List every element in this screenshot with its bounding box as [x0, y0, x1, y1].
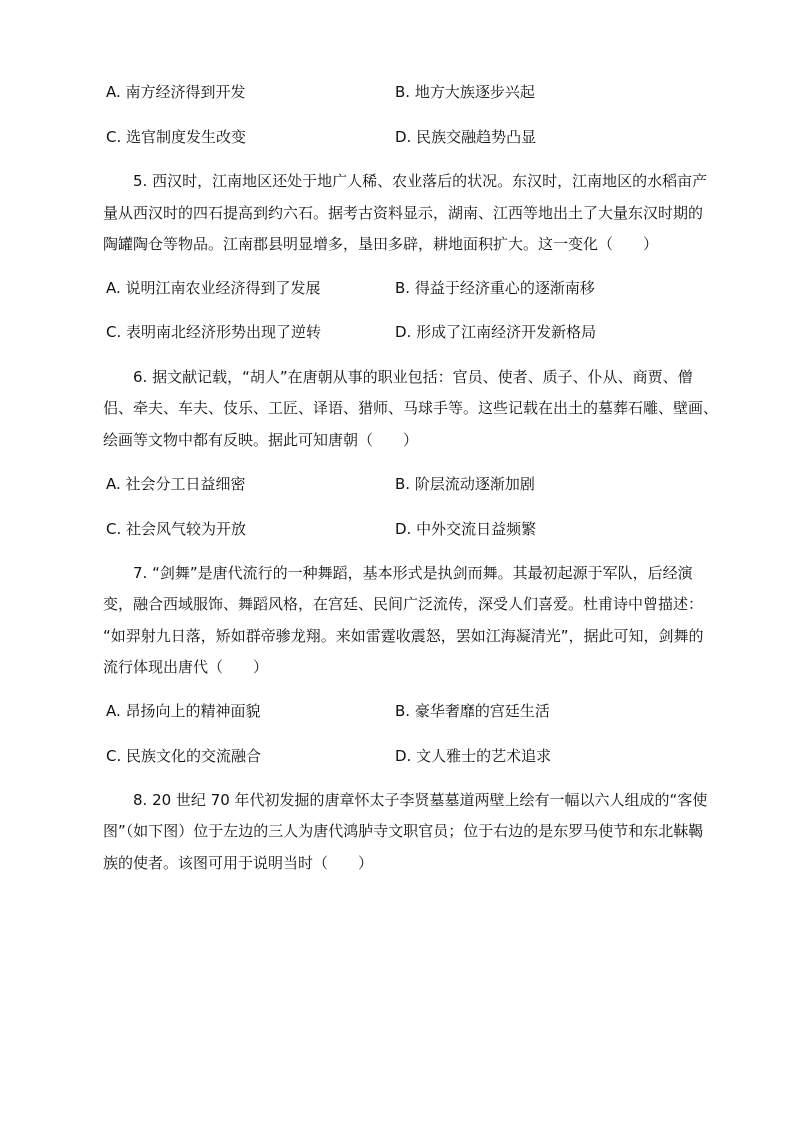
q5-stem-line-3: 陶罐陶仓等物品。江南郡县明显增多，垦田多辟，耕地面积扩大。这一变化（ ） [103, 235, 659, 253]
q7-stem-line-4: 流行体现出唐代（ ） [103, 658, 269, 676]
q5-stem-line-2: 量从西汉时的四石提高到约六石。据考古资料显示，湖南、江西等地出土了大量东汉时期的 [103, 204, 704, 222]
q5-option-c: C. 表明南北经济形势出现了逆转 [106, 323, 322, 341]
prev-option-b: B. 地方大族逐步兴起 [395, 83, 535, 101]
q7-option-c: C. 民族文化的交流融合 [106, 747, 262, 765]
q7-stem-line-1: 7. “剑舞”是唐代流行的一种舞蹈，基本形式是执剑而舞。其最初起源于军队，后经演 [133, 564, 693, 582]
q5-option-a: A. 说明江南农业经济得到了发展 [106, 279, 321, 297]
q6-stem-line-2: 侣、牵夫、车夫、伎乐、工匠、译语、猎师、马球手等。这些记载在出土的墓葬石雕、壁画、 [103, 399, 719, 417]
q5-option-b: B. 得益于经济重心的逐渐南移 [395, 279, 595, 297]
q6-option-c: C. 社会风气较为开放 [106, 520, 247, 538]
q6-option-a: A. 社会分工日益细密 [106, 475, 246, 493]
q6-option-b: B. 阶层流动逐渐加剧 [395, 475, 535, 493]
prev-option-a: A. 南方经济得到开发 [106, 83, 246, 101]
q7-stem-line-2: 变，融合西域服饰、舞蹈风格，在宫廷、民间广泛流传，深受人们喜爱。杜甫诗中曾描述： [103, 595, 704, 613]
q7-option-a: A. 昂扬向上的精神面貌 [106, 702, 261, 720]
q7-option-b: B. 豪华奢靡的宫廷生活 [395, 702, 550, 720]
q6-stem-line-1: 6. 据文献记载，“胡人”在唐朝从事的职业包括：官员、使者、质子、仆从、商贾、僧 [133, 368, 693, 386]
prev-option-c: C. 选官制度发生改变 [106, 128, 247, 146]
q7-stem-line-3: “如羿射九日落，矫如群帝骖龙翔。来如雷霆收震怒，罢如江海凝清光”，据此可知，剑舞的 [103, 627, 704, 645]
q8-stem-line-2: 图”（如下图）位于左边的三人为唐代鸿胪寺文职官员；位于右边的是东罗马使节和东北靺鞨 [103, 822, 704, 840]
q5-option-d: D. 形成了江南经济开发新格局 [395, 323, 597, 341]
q7-option-d: D. 文人雅士的艺术追求 [395, 747, 552, 765]
q8-stem-line-1: 8. 20 世纪 70 年代初发掘的唐章怀太子李贤墓墓道两壁上绘有一幅以六人组成的“客使 [133, 791, 708, 809]
q6-option-d: D. 中外交流日益频繁 [395, 520, 537, 538]
q5-stem-line-1: 5. 西汉时，江南地区还处于地广人稀、农业落后的状况。东汉时，江南地区的水稻亩产 [133, 172, 708, 190]
q6-stem-line-3: 绘画等文物中都有反映。据此可知唐朝（ ） [103, 431, 419, 449]
prev-option-d: D. 民族交融趋势凸显 [395, 128, 537, 146]
q8-stem-line-3: 族的使者。该图可用于说明当时（ ） [103, 854, 374, 872]
